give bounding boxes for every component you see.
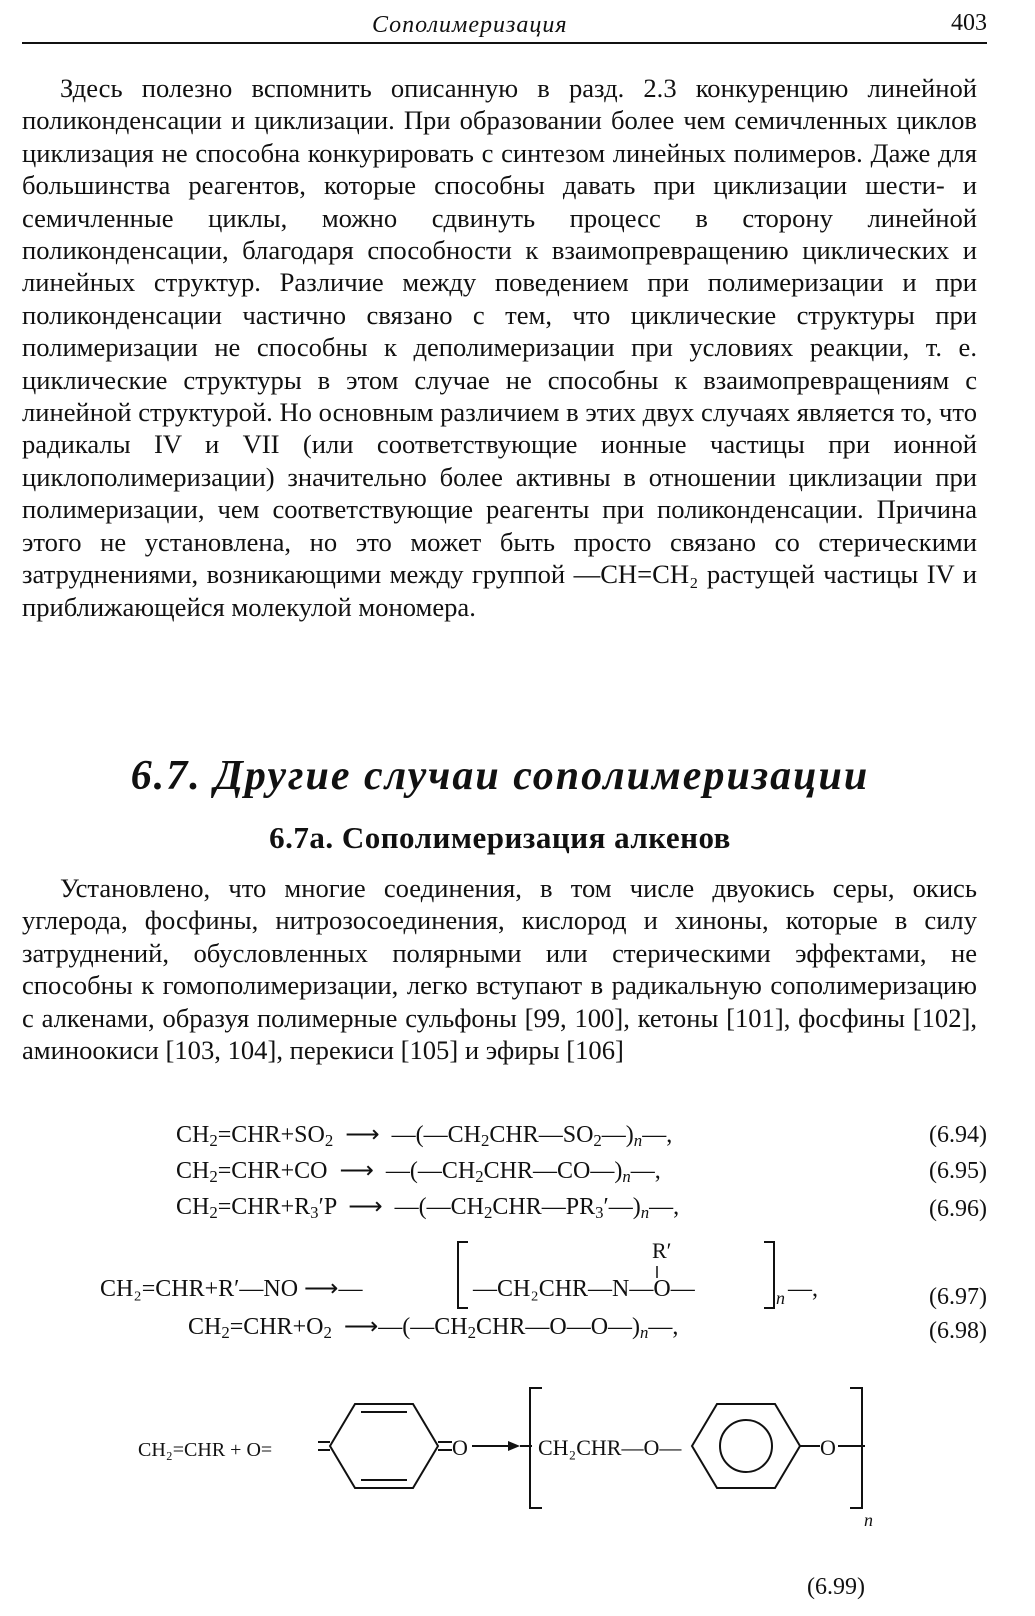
header-rule xyxy=(22,42,987,44)
equation-6-97 xyxy=(100,1228,860,1318)
paragraph-cyclization: Здесь полезно вспомнить описанную в разд. 2.3 конкуренцию линейной поликонденсации и циклизации. При образовании более чем семичленных циклов циклизация не способна конкурировать с синтезом линейных полимеров. Даже для большинства реагентов, которые способны давать при циклизации шести- и семичленные циклы, можно сдвинуть процесс в сторону линейной поликонденсации, благодаря способности к взаимопревращению циклических и линейных структур. Различие между поведением при полимеризации и при поликонденсации частично связано с тем, что циклические структуры при полимеризации не способны к деполимеризации при условиях реакции, т. е. циклические структуры в этом случае не способны к взаимопревращениям с линейной структурой. Но основным различием в этих двух случаях является то, что радикалы IV и VII (или соответствующие ионные частицы при ионной циклополимеризации) значительно более активны в отношении циклизации при полимеризации, чем соответствующие реагенты при поликонденсации. Причина этого не установлена, но это может быть просто связано со стерическими затруднениями, возникающими между группой —CH=CH₂ растущей частицы IV и приближающейся молекулой мономера. xyxy=(22,73,977,622)
paragraph-alkenes: Установлено, что многие соединения, в том числе двуокись серы, окись углерода, фосфины, нитрозосоединения, кислород и хиноны, которые в силу затруднений, обусловленных полярными или стерическими эффектами, не способны к гомополимеризации, легко вступают в радикальную сополимеризацию с алкенами, образуя полимерные сульфоны [99, 100], кетоны [101], фосфины [102], аминоокиси [103, 104], перекиси [105] и эфиры [106] xyxy=(22,873,977,1066)
svg-text:n: n xyxy=(864,1510,873,1530)
svg-text:O: O xyxy=(452,1435,468,1460)
svg-text:R′: R′ xyxy=(652,1238,672,1263)
equation-number: (6.97) xyxy=(929,1284,987,1310)
page-number: 403 xyxy=(951,10,987,36)
running-title: Сополимеризация xyxy=(372,12,568,38)
equation-6-95: $CH_2=CHR+CO$ ⟶ $—(—CH_2CHR—CO—)_n—$, xyxy=(176,1158,661,1187)
running-header xyxy=(22,6,987,40)
equation-6-98: $CH_2=CHR+O_2$ $⟶—(—CH_2CHR—O—O—)_n—$, xyxy=(188,1314,679,1343)
equation-6-99-structure xyxy=(130,1376,910,1616)
equation-number: (6.99) xyxy=(807,1574,865,1600)
svg-text:CH₂=CHR+R′—NO ⟶—: CH₂=CHR+R′—NO ⟶— xyxy=(100,1276,363,1302)
subsection-title: 6.7а. Сополимеризация алкенов xyxy=(269,820,731,855)
equation-6-94: $CH_2=CHR+SO_2$ ⟶ $—(—CH_2CHR—SO_2—)_n—$, xyxy=(176,1122,673,1151)
equation-number: (6.95) xyxy=(929,1158,987,1184)
equation-number: (6.94) xyxy=(929,1122,987,1148)
svg-text:n: n xyxy=(776,1288,785,1308)
equation-number: (6.96) xyxy=(929,1196,987,1222)
equation-6-96: $CH_2=CHR+R_3'P$ ⟶ $—(—CH_2CHR—PR_3'—)_n—$, xyxy=(176,1194,680,1223)
svg-text:CH₂CHR—O—: CH₂CHR—O— xyxy=(538,1435,682,1460)
svg-text:—CH₂CHR—N—O—: —CH₂CHR—N—O— xyxy=(473,1276,695,1302)
svg-text:O: O xyxy=(820,1435,836,1460)
svg-text:CH₂=CHR + O=: CH₂=CHR + O= xyxy=(138,1439,273,1461)
equation-number: (6.98) xyxy=(929,1318,987,1344)
svg-text:—,: —, xyxy=(788,1276,818,1302)
section-title: 6.7. Другие случаи сополимеризации xyxy=(130,753,870,799)
